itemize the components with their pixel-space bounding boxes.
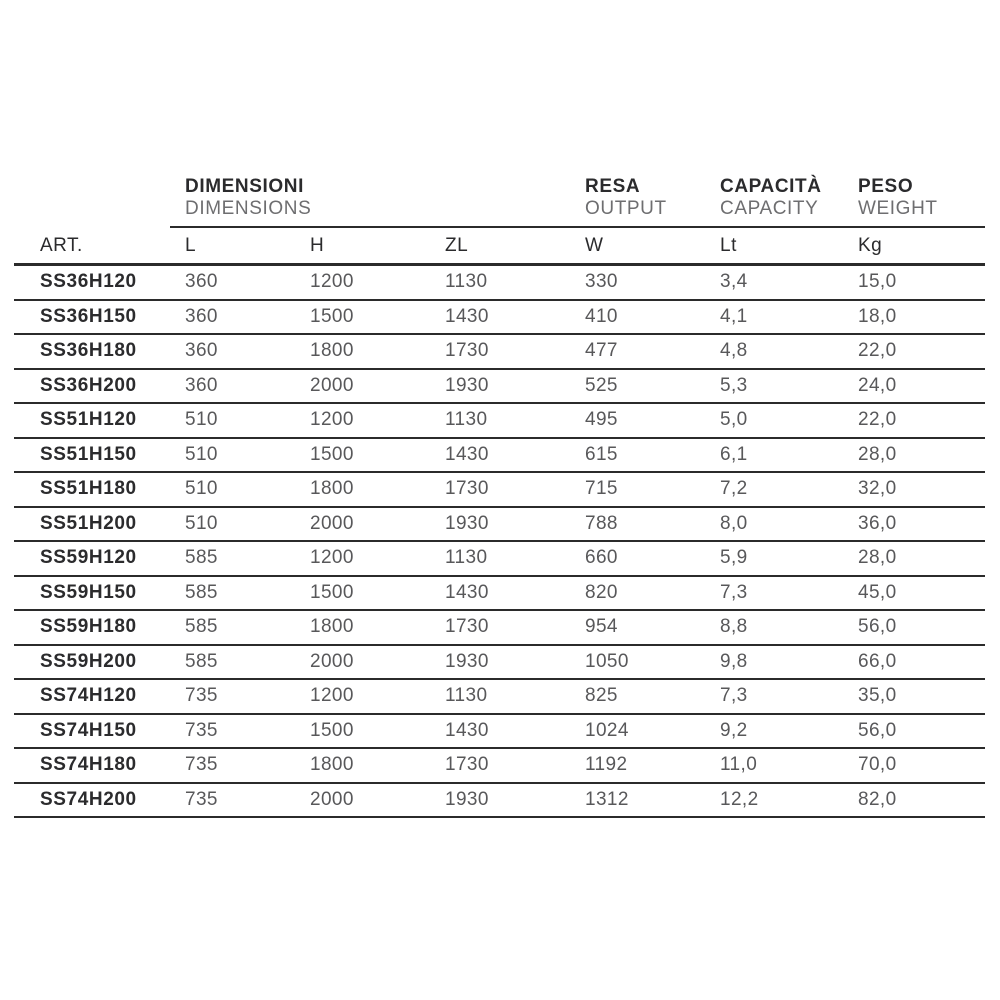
table-row (14, 784, 985, 819)
cell-kg: 45,0 (858, 581, 897, 603)
table-row (14, 335, 985, 370)
table-body (14, 266, 985, 818)
group-header-row (14, 176, 985, 228)
column-header-l: L (185, 234, 197, 256)
cell-h: 1200 (310, 409, 354, 431)
cell-zl: 1930 (445, 512, 489, 534)
group-header-spacer (14, 176, 170, 228)
cell-l: 510 (185, 409, 218, 431)
cell-art: SS51H150 (40, 443, 137, 465)
cell-w: 495 (585, 409, 618, 431)
cell-l: 510 (185, 443, 218, 465)
group-header-section (170, 176, 985, 228)
cell-h: 1200 (310, 547, 354, 569)
group-header (185, 176, 585, 220)
cell-w: 410 (585, 305, 618, 327)
cell-kg: 36,0 (858, 512, 897, 534)
cell-kg: 24,0 (858, 374, 897, 396)
cell-art: SS74H200 (40, 788, 137, 810)
column-header-art: ART. (40, 234, 83, 256)
cell-l: 585 (185, 547, 218, 569)
cell-w: 615 (585, 443, 618, 465)
cell-kg: 56,0 (858, 616, 897, 638)
cell-art: SS59H120 (40, 547, 137, 569)
cell-lt: 5,3 (720, 374, 748, 396)
cell-kg: 18,0 (858, 305, 897, 327)
column-header-w: W (585, 234, 604, 256)
cell-l: 735 (185, 754, 218, 776)
group-title: CAPACITÀ (720, 176, 822, 197)
cell-lt: 5,0 (720, 409, 748, 431)
table-row (14, 473, 985, 508)
cell-l: 585 (185, 581, 218, 603)
cell-zl: 1730 (445, 754, 489, 776)
cell-w: 820 (585, 581, 618, 603)
cell-lt: 4,1 (720, 305, 748, 327)
cell-kg: 66,0 (858, 650, 897, 672)
column-header-zl: ZL (445, 234, 469, 256)
cell-l: 735 (185, 685, 218, 707)
cell-w: 1050 (585, 650, 629, 672)
cell-art: SS74H180 (40, 754, 137, 776)
group-title: DIMENSIONI (185, 176, 304, 197)
cell-kg: 22,0 (858, 340, 897, 362)
cell-lt: 8,8 (720, 616, 748, 638)
cell-art: SS59H180 (40, 616, 137, 638)
cell-zl: 1130 (445, 547, 488, 569)
table-row (14, 404, 985, 439)
cell-h: 2000 (310, 374, 354, 396)
cell-art: SS59H150 (40, 581, 137, 603)
cell-art: SS51H200 (40, 512, 137, 534)
cell-lt: 7,2 (720, 478, 748, 500)
cell-lt: 5,9 (720, 547, 748, 569)
cell-h: 1200 (310, 685, 354, 707)
cell-w: 660 (585, 547, 618, 569)
cell-lt: 6,1 (720, 443, 748, 465)
group-subtitle: DIMENSIONS (185, 198, 312, 219)
table-row (14, 680, 985, 715)
table-row (14, 611, 985, 646)
column-header-kg: Kg (858, 234, 883, 256)
group-subtitle: OUTPUT (585, 198, 667, 219)
cell-w: 954 (585, 616, 618, 638)
cell-zl: 1130 (445, 271, 488, 293)
cell-kg: 35,0 (858, 685, 897, 707)
cell-w: 525 (585, 374, 618, 396)
table-row (14, 301, 985, 336)
column-header-row (14, 228, 985, 266)
group-subtitle: WEIGHT (858, 198, 938, 219)
group-header (585, 176, 720, 220)
cell-art: SS36H180 (40, 340, 137, 362)
cell-lt: 7,3 (720, 581, 748, 603)
cell-zl: 1730 (445, 340, 489, 362)
cell-h: 2000 (310, 788, 354, 810)
cell-kg: 32,0 (858, 478, 897, 500)
group-header (858, 176, 985, 220)
cell-h: 1800 (310, 340, 354, 362)
cell-l: 360 (185, 340, 218, 362)
cell-l: 360 (185, 374, 218, 396)
table-row (14, 715, 985, 750)
cell-art: SS74H120 (40, 685, 137, 707)
cell-lt: 11,0 (720, 754, 758, 776)
cell-lt: 12,2 (720, 788, 759, 810)
cell-zl: 1430 (445, 443, 489, 465)
cell-art: SS36H150 (40, 305, 137, 327)
cell-h: 2000 (310, 512, 354, 534)
column-header-h: H (310, 234, 325, 256)
spec-table (14, 176, 985, 818)
cell-w: 1312 (585, 788, 629, 810)
cell-zl: 1430 (445, 719, 489, 741)
cell-l: 360 (185, 271, 218, 293)
cell-w: 1192 (585, 754, 628, 776)
cell-h: 1200 (310, 271, 354, 293)
cell-lt: 4,8 (720, 340, 748, 362)
cell-l: 585 (185, 650, 218, 672)
table-row (14, 370, 985, 405)
group-subtitle: CAPACITY (720, 198, 819, 219)
cell-zl: 1430 (445, 305, 489, 327)
cell-art: SS51H180 (40, 478, 137, 500)
cell-art: SS74H150 (40, 719, 137, 741)
cell-h: 1800 (310, 616, 354, 638)
cell-l: 585 (185, 616, 218, 638)
cell-h: 2000 (310, 650, 354, 672)
cell-l: 735 (185, 788, 218, 810)
cell-w: 788 (585, 512, 618, 534)
table-row (14, 508, 985, 543)
cell-zl: 1130 (445, 409, 488, 431)
cell-h: 1800 (310, 754, 354, 776)
cell-lt: 3,4 (720, 271, 748, 293)
cell-w: 477 (585, 340, 618, 362)
cell-zl: 1930 (445, 650, 489, 672)
table-row (14, 749, 985, 784)
cell-zl: 1730 (445, 616, 489, 638)
cell-l: 510 (185, 512, 218, 534)
cell-l: 360 (185, 305, 218, 327)
cell-h: 1500 (310, 305, 354, 327)
cell-kg: 70,0 (858, 754, 897, 776)
cell-h: 1500 (310, 581, 354, 603)
table-row (14, 577, 985, 612)
cell-art: SS36H200 (40, 374, 137, 396)
cell-lt: 9,8 (720, 650, 748, 672)
column-header-lt: Lt (720, 234, 737, 256)
cell-kg: 15,0 (858, 271, 897, 293)
cell-kg: 28,0 (858, 443, 897, 465)
cell-kg: 82,0 (858, 788, 897, 810)
cell-kg: 22,0 (858, 409, 897, 431)
cell-zl: 1430 (445, 581, 489, 603)
cell-zl: 1930 (445, 374, 489, 396)
cell-w: 715 (585, 478, 618, 500)
table-row (14, 266, 985, 301)
cell-l: 510 (185, 478, 218, 500)
group-header (720, 176, 858, 220)
cell-lt: 7,3 (720, 685, 748, 707)
cell-w: 1024 (585, 719, 629, 741)
cell-kg: 28,0 (858, 547, 897, 569)
cell-h: 1800 (310, 478, 354, 500)
table-row (14, 542, 985, 577)
cell-art: SS51H120 (40, 409, 137, 431)
cell-zl: 1730 (445, 478, 489, 500)
cell-l: 735 (185, 719, 218, 741)
cell-art: SS36H120 (40, 271, 137, 293)
cell-lt: 8,0 (720, 512, 748, 534)
cell-zl: 1130 (445, 685, 488, 707)
cell-h: 1500 (310, 443, 354, 465)
table-row (14, 646, 985, 681)
group-title: PESO (858, 176, 914, 197)
table-row (14, 439, 985, 474)
cell-zl: 1930 (445, 788, 489, 810)
cell-art: SS59H200 (40, 650, 137, 672)
cell-kg: 56,0 (858, 719, 897, 741)
cell-lt: 9,2 (720, 719, 748, 741)
cell-w: 330 (585, 271, 618, 293)
group-title: RESA (585, 176, 641, 197)
cell-h: 1500 (310, 719, 354, 741)
cell-w: 825 (585, 685, 618, 707)
